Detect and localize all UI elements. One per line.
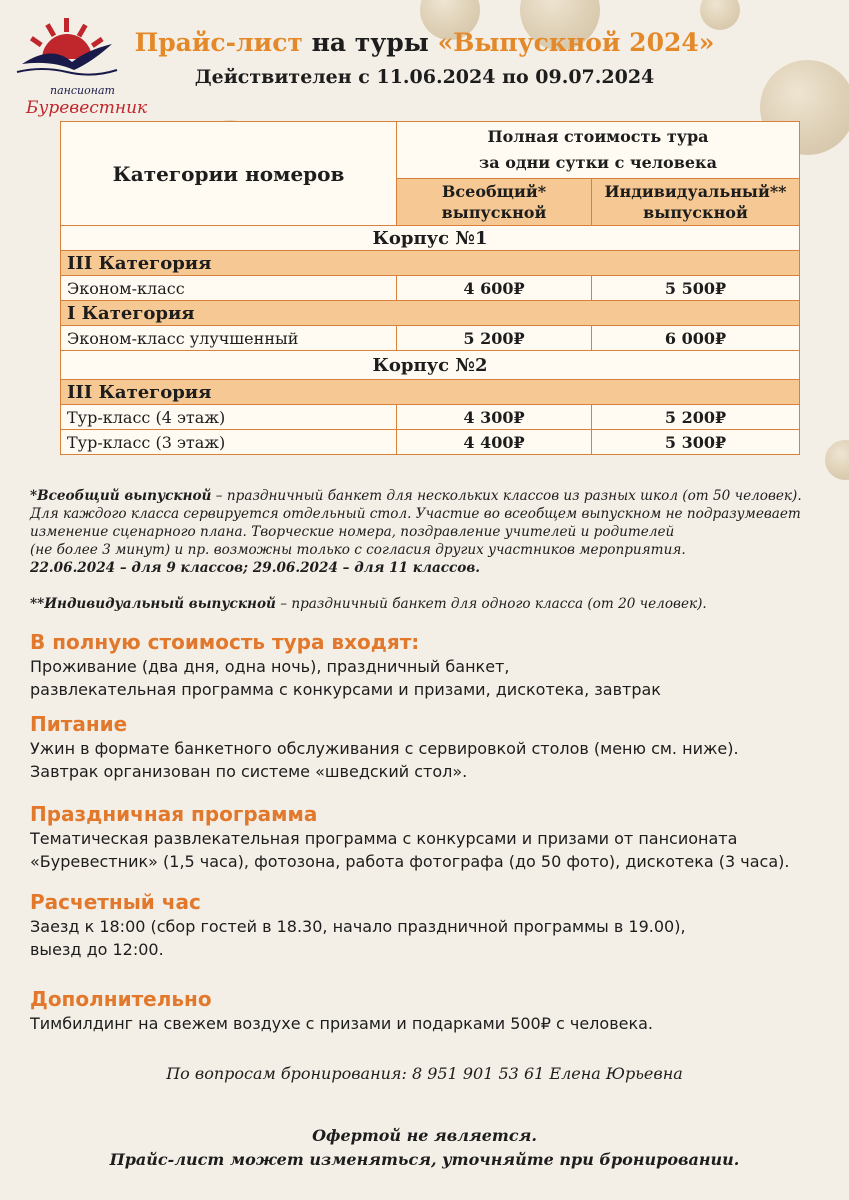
price-general: 4 300₽: [397, 405, 592, 430]
header-general-line1: Всеобщий*: [441, 182, 547, 201]
price-general: 4 600₽: [397, 276, 592, 301]
room-name: Эконом-класс: [61, 276, 397, 301]
table-row: [61, 301, 800, 326]
section-included: [30, 629, 830, 701]
footer-line1: Офертой не является.: [312, 1126, 537, 1145]
table-row: [61, 276, 800, 301]
section-line: развлекательная программа с конкурсами и призами, дискотека, завтрак: [30, 680, 661, 699]
table-row: [61, 380, 800, 405]
category-label: III Категория: [61, 251, 800, 276]
footer-disclaimer: [0, 1124, 849, 1172]
building-label: Корпус №2: [61, 351, 800, 380]
price-individual: 5 500₽: [592, 276, 800, 301]
header-individual: [592, 179, 800, 226]
section-line: Тематическая развлекательная программа с конкурсами и призами от пансионата: [30, 829, 738, 848]
category-label: I Категория: [61, 301, 800, 326]
title-part3: «Выпускной 2024»: [437, 28, 715, 57]
section-title: В полную стоимость тура входят:: [30, 630, 420, 654]
section-title: Расчетный час: [30, 890, 201, 914]
building-label: Корпус №1: [61, 226, 800, 251]
price-individual: 6 000₽: [592, 326, 800, 351]
header-full-line1: Полная стоимость тура: [487, 127, 709, 146]
note-individual: [30, 595, 830, 613]
title-part2: на туры: [302, 28, 438, 57]
note-general-text2: Для каждого класса сервируется отдельный стол. Участие во всеобщем выпускном не подразумевает: [30, 506, 801, 522]
decor-dot: [700, 0, 740, 30]
header-individual-line1: Индивидуальный**: [604, 182, 787, 201]
price-individual: 5 200₽: [592, 405, 800, 430]
price-table: [60, 121, 800, 455]
table-row: [61, 251, 800, 276]
section-title: Праздничная программа: [30, 802, 318, 826]
note-general-text4: (не более 3 минут) и пр. возможны только с согласия других участников мероприятия.: [30, 542, 686, 558]
logo-name: Буревестник: [26, 98, 148, 118]
section-line: Проживание (два дня, одна ночь), праздничный банкет,: [30, 657, 510, 676]
header-full-price: [397, 122, 800, 179]
header-category: Категории номеров: [61, 122, 397, 226]
header-full-line2: за одни сутки с человека: [479, 153, 717, 172]
price-individual: 5 300₽: [592, 430, 800, 455]
section-line: Заезд к 18:00 (сбор гостей в 18.30, начало праздничной программы в 19.00),: [30, 917, 686, 936]
section-title: Дополнительно: [30, 987, 212, 1011]
price-general: 4 400₽: [397, 430, 592, 455]
section-program: [30, 801, 830, 873]
header-general: [397, 179, 592, 226]
note-general-dates: 22.06.2024 – для 9 классов; 29.06.2024 – для 11 классов.: [30, 560, 481, 576]
note-individual-text: – праздничный банкет для одного класса (от 20 человек).: [275, 596, 707, 612]
price-general: 5 200₽: [397, 326, 592, 351]
table-row: [61, 405, 800, 430]
note-general-text1: – праздничный банкет для нескольких классов из разных школ (от 50 человек).: [211, 488, 802, 504]
category-label: III Категория: [61, 380, 800, 405]
section-line: Завтрак организован по системе «шведский стол».: [30, 762, 468, 781]
room-name: Эконом-класс улучшенный: [61, 326, 397, 351]
room-name: Тур-класс (3 этаж): [61, 430, 397, 455]
note-general-text3: изменение сценарного плана. Творческие номера, поздравление учителей и родителей: [30, 524, 675, 540]
header-general-line2: выпускной: [441, 203, 547, 222]
section-checkout: [30, 889, 830, 961]
section-line: Тимбилдинг на свежем воздухе с призами и подарками 500₽ с человека.: [30, 1014, 654, 1033]
section-extra: [30, 986, 830, 1035]
table-header-row: [61, 122, 800, 179]
table-row: [61, 226, 800, 251]
table-row: [61, 351, 800, 380]
room-name: Тур-класс (4 этаж): [61, 405, 397, 430]
footnotes: [30, 487, 830, 613]
footer-line2: Прайс-лист может изменяться, уточняйте при бронировании.: [109, 1150, 740, 1169]
note-general-term: *Всеобщий выпускной: [30, 488, 212, 504]
section-line: выезд до 12:00.: [30, 940, 164, 959]
page-title: [0, 28, 849, 57]
table-row: [61, 326, 800, 351]
booking-contact: По вопросам бронирования: 8 951 901 53 61 Елена Юрьевна: [166, 1064, 683, 1083]
title-part1: Прайс-лист: [134, 28, 303, 57]
section-title: Питание: [30, 712, 128, 736]
decor-dot: [825, 440, 849, 480]
validity-dates: Действителен с 11.06.2024 по 09.07.2024: [194, 66, 655, 88]
note-general: [30, 487, 830, 577]
table-row: [61, 430, 800, 455]
section-line: «Буревестник» (1,5 часа), фотозона, работа фотографа (до 50 фото), дискотека (3 часа).: [30, 852, 790, 871]
header-individual-line2: выпускной: [643, 203, 748, 222]
section-food: [30, 711, 830, 783]
note-individual-term: **Индивидуальный выпускной: [30, 596, 276, 612]
section-line: Ужин в формате банкетного обслуживания с сервировкой столов (меню см. ниже).: [30, 739, 739, 758]
logo-subtitle: пансионат: [50, 84, 115, 97]
